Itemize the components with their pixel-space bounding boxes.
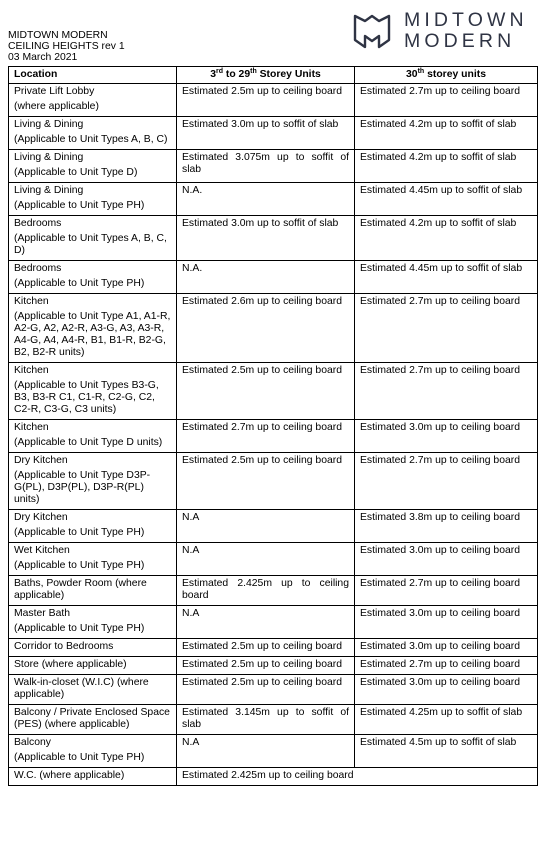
location-cell <box>9 543 177 576</box>
height-3rd-to-29th-cell: Estimated 2.5m up to ceiling board <box>177 639 355 657</box>
height-3rd-to-29th-cell: Estimated 2.6m up to ceiling board <box>177 294 355 363</box>
location-cell: W.C. (where applicable) <box>9 768 177 786</box>
table-row <box>9 543 538 576</box>
document-title: CEILING HEIGHTS rev 1 <box>8 41 125 52</box>
height-30th-cell: Estimated 2.7m up to ceiling board <box>355 363 538 420</box>
table-row <box>9 150 538 183</box>
logo-mark-icon <box>352 12 392 50</box>
height-30th-cell: Estimated 4.2m up to soffit of slab <box>355 216 538 261</box>
location-name: Master Bath <box>14 608 71 619</box>
table-row <box>9 606 538 639</box>
location-name: Wet Kitchen <box>14 545 70 556</box>
height-3rd-to-29th-cell: N.A <box>177 735 355 768</box>
location-name: Baths, Powder Room (where applicable) <box>14 578 147 601</box>
location-name: Kitchen <box>14 365 49 376</box>
height-30th-cell: Estimated 3.8m up to ceiling board <box>355 510 538 543</box>
height-3rd-to-29th-cell: Estimated 2.425m up to ceiling board <box>177 576 355 606</box>
location-applicability: (Applicable to Unit Types A, B, C, D) <box>14 233 167 256</box>
location-cell <box>9 510 177 543</box>
height-30th-cell: Estimated 4.45m up to soffit of slab <box>355 261 538 294</box>
height-3rd-to-29th-cell: Estimated 3.075m up to soffit of slab <box>177 150 355 183</box>
location-cell <box>9 363 177 420</box>
table-row <box>9 453 538 510</box>
height-3rd-to-29th-cell: Estimated 3.0m up to soffit of slab <box>177 216 355 261</box>
project-name: MIDTOWN MODERN <box>8 30 108 41</box>
height-30th-cell: Estimated 3.0m up to ceiling board <box>355 675 538 705</box>
table-row <box>9 705 538 735</box>
table-row <box>9 183 538 216</box>
height-3rd-to-29th-cell: Estimated 2.5m up to ceiling board <box>177 453 355 510</box>
location-applicability: (Applicable to Unit Type D3P-G(PL), D3P(PL), D3P-R(PL) units) <box>14 470 151 505</box>
height-all-storeys-cell: Estimated 2.425m up to ceiling board <box>177 768 538 786</box>
table-row <box>9 657 538 675</box>
table-row <box>9 294 538 363</box>
column-header-3rd-to-29th: 3rd to 29th Storey Units <box>177 67 355 84</box>
document-date: 03 March 2021 <box>8 52 78 63</box>
location-cell <box>9 453 177 510</box>
location-applicability: (Applicable to Unit Type PH) <box>14 560 145 571</box>
location-applicability: (Applicable to Unit Type D) <box>14 167 138 178</box>
height-30th-cell: Estimated 2.7m up to ceiling board <box>355 576 538 606</box>
location-cell <box>9 420 177 453</box>
height-30th-cell: Estimated 4.25m up to soffit of slab <box>355 705 538 735</box>
location-name: Corridor to Bedrooms <box>14 641 114 652</box>
column-header-location: Location <box>9 67 177 84</box>
location-name: Private Lift Lobby <box>14 86 95 97</box>
height-30th-cell: Estimated 2.7m up to ceiling board <box>355 657 538 675</box>
location-name: Walk-in-closet (W.I.C) (where applicable) <box>14 677 149 700</box>
table-row <box>9 216 538 261</box>
location-name: Dry Kitchen <box>14 512 68 523</box>
location-cell <box>9 606 177 639</box>
location-applicability: (Applicable to Unit Type PH) <box>14 278 145 289</box>
height-3rd-to-29th-cell: Estimated 2.7m up to ceiling board <box>177 420 355 453</box>
logo-line1: MIDTOWN <box>404 9 528 31</box>
height-30th-cell: Estimated 3.0m up to ceiling board <box>355 639 538 657</box>
location-applicability: (where applicable) <box>14 101 99 112</box>
location-applicability: (Applicable to Unit Type PH) <box>14 200 145 211</box>
location-name: Balcony <box>14 737 51 748</box>
height-30th-cell: Estimated 4.2m up to soffit of slab <box>355 117 538 150</box>
height-3rd-to-29th-cell: N.A <box>177 606 355 639</box>
location-applicability: (Applicable to Unit Type PH) <box>14 623 145 634</box>
location-cell <box>9 183 177 216</box>
height-3rd-to-29th-cell: Estimated 3.0m up to soffit of slab <box>177 117 355 150</box>
height-3rd-to-29th-cell: N.A <box>177 510 355 543</box>
location-name: Kitchen <box>14 296 49 307</box>
height-3rd-to-29th-cell: Estimated 2.5m up to ceiling board <box>177 657 355 675</box>
document-header <box>8 30 125 63</box>
location-cell <box>9 150 177 183</box>
table-row <box>9 261 538 294</box>
location-cell <box>9 657 177 675</box>
table-row <box>9 420 538 453</box>
location-cell <box>9 735 177 768</box>
height-30th-cell: Estimated 4.2m up to soffit of slab <box>355 150 538 183</box>
location-applicability: (Applicable to Unit Type A1, A1-R, A2-G, A2, A2-R, A3-G, A3, A3-R, A4-G, A4, A4-R, B1, B1-R, B2-G, B2, B2-R units) <box>14 311 171 358</box>
location-name: Bedrooms <box>14 263 62 274</box>
location-cell <box>9 216 177 261</box>
location-name: Living & Dining <box>14 152 84 163</box>
table-row <box>9 639 538 657</box>
location-name: Kitchen <box>14 422 49 433</box>
location-name: Store (where applicable) <box>14 659 127 670</box>
location-cell <box>9 705 177 735</box>
height-30th-cell: Estimated 4.5m up to soffit of slab <box>355 735 538 768</box>
height-30th-cell: Estimated 3.0m up to ceiling board <box>355 606 538 639</box>
table-row <box>9 735 538 768</box>
height-30th-cell: Estimated 2.7m up to ceiling board <box>355 84 538 117</box>
location-applicability: (Applicable to Unit Type PH) <box>14 752 145 763</box>
table-row <box>9 675 538 705</box>
height-30th-cell: Estimated 2.7m up to ceiling board <box>355 294 538 363</box>
height-3rd-to-29th-cell: Estimated 3.145m up to soffit of slab <box>177 705 355 735</box>
ceiling-heights-table <box>8 66 538 786</box>
height-3rd-to-29th-cell: N.A. <box>177 261 355 294</box>
location-cell <box>9 294 177 363</box>
location-applicability: (Applicable to Unit Type PH) <box>14 527 145 538</box>
table-row <box>9 84 538 117</box>
location-applicability: (Applicable to Unit Type D units) <box>14 437 163 448</box>
height-30th-cell: Estimated 2.7m up to ceiling board <box>355 453 538 510</box>
location-cell <box>9 675 177 705</box>
midtown-modern-logo <box>352 10 527 54</box>
location-name: Dry Kitchen <box>14 455 68 466</box>
height-30th-cell: Estimated 4.45m up to soffit of slab <box>355 183 538 216</box>
location-cell <box>9 576 177 606</box>
table-row <box>9 576 538 606</box>
table-row <box>9 117 538 150</box>
height-30th-cell: Estimated 3.0m up to ceiling board <box>355 420 538 453</box>
location-cell <box>9 84 177 117</box>
table-header-row <box>9 67 538 84</box>
height-3rd-to-29th-cell: N.A. <box>177 183 355 216</box>
location-name: Living & Dining <box>14 119 84 130</box>
height-30th-cell: Estimated 3.0m up to ceiling board <box>355 543 538 576</box>
location-applicability: (Applicable to Unit Types B3-G, B3, B3-R C1, C1-R, C2-G, C2, C2-R, C3-G, C3 units) <box>14 380 159 415</box>
location-cell <box>9 261 177 294</box>
height-3rd-to-29th-cell: Estimated 2.5m up to ceiling board <box>177 363 355 420</box>
location-name: Living & Dining <box>14 185 84 196</box>
location-name: Balcony / Private Enclosed Space (PES) (where applicable) <box>14 707 170 730</box>
height-3rd-to-29th-cell: N.A <box>177 543 355 576</box>
location-cell <box>9 639 177 657</box>
height-3rd-to-29th-cell: Estimated 2.5m up to ceiling board <box>177 84 355 117</box>
location-name: Bedrooms <box>14 218 62 229</box>
logo-line2: MODERN <box>404 29 516 52</box>
table-row <box>9 768 538 786</box>
column-header-30th: 30th storey units <box>355 67 538 84</box>
height-3rd-to-29th-cell: Estimated 2.5m up to ceiling board <box>177 675 355 705</box>
location-applicability: (Applicable to Unit Types A, B, C) <box>14 134 168 145</box>
table-row <box>9 363 538 420</box>
table-row <box>9 510 538 543</box>
location-cell <box>9 117 177 150</box>
